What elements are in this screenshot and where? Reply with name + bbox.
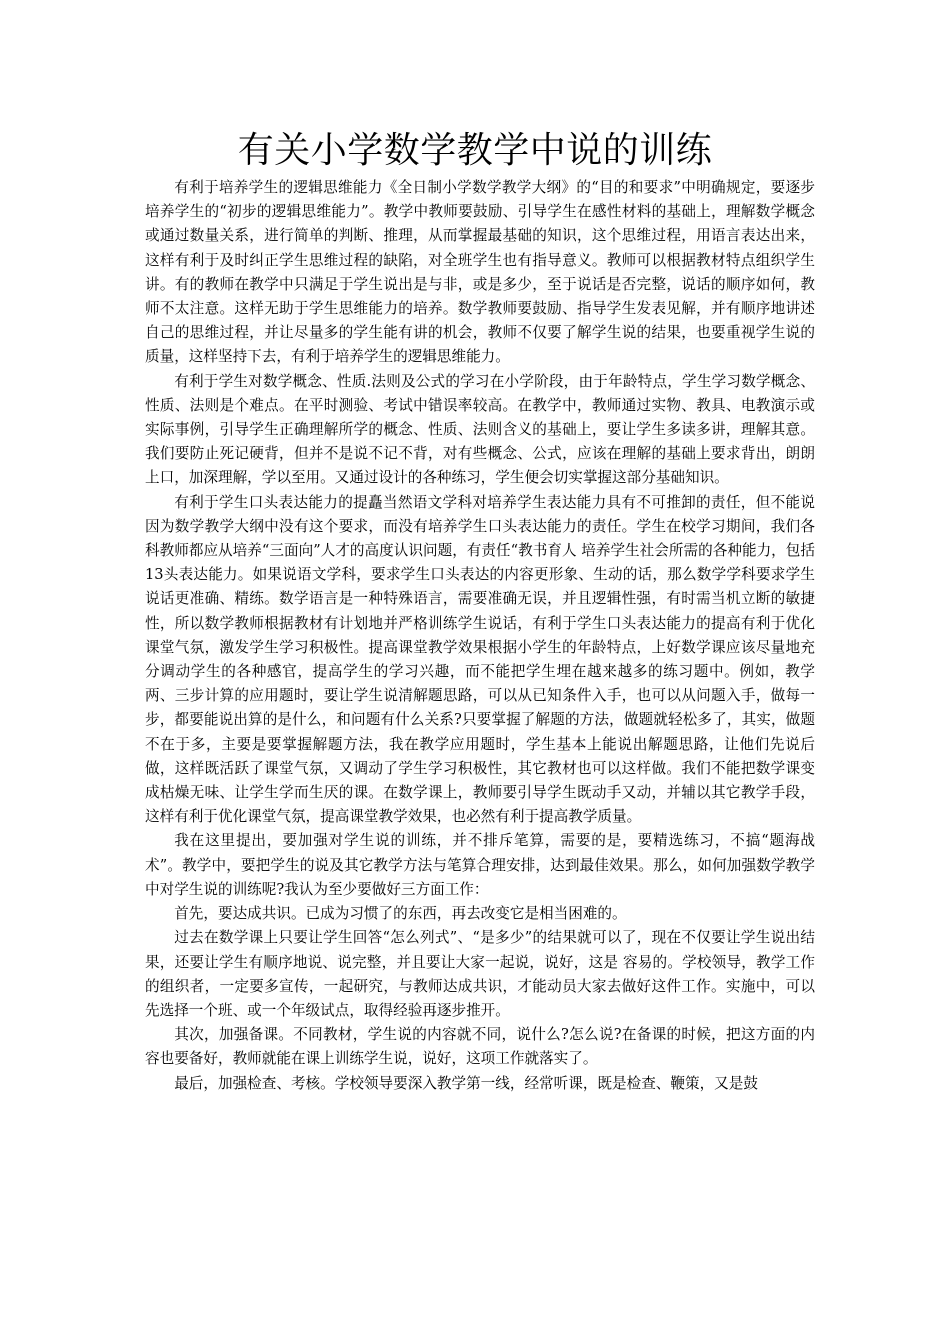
paragraph: 有利于培养学生的逻辑思维能力《全日制小学数学教学大纲》的“目的和要求”中明确规定，要逐步培养学生的“初步的逻辑思维能力”。教学中教师要鼓励、引导学生在感性材料的基础上，理解数学概念或通过数量关系，进行简单的判断、推理，从而掌握最基础的知识，这个思维过程，用语言表达出来，这样有利于及时纠正学生思维过程的缺陷，对全班学生也有指导意义。教师可以根据教材特点组织学生讲。有的教师在教学中只满足于学生说出是与非，或是多少，至于说话是否完整，说话的顺序如何，教师不太注意。这样无助于学生思维能力的培养。数学教师要鼓励、指导学生发表见解，并有顺序地讲述自己的思维过程，并让尽量多的学生能有讲的机会，教师不仅要了解学生说的结果，也要重视学生说的质量，这样坚持下去，有利于培养学生的逻辑思维能力。 (145, 179, 815, 366)
paragraph: 其次，加强备课。不同教材，学生说的内容就不同，说什么?怎么说?在备课的时候，把这方面的内容也要备好，教师就能在课上训练学生说，说好，这项工作就落实了。 (145, 1026, 815, 1068)
paragraph: 首先，要达成共识。已成为习惯了的东西，再去改变它是相当困难的。 (174, 905, 627, 923)
paragraph: 我在这里提出，要加强对学生说的训练，并不排斥笔算，需要的是，要精选练习，不搞“题海战术”。教学中，要把学生的说及其它教学方法与笔算合理安排，达到最佳效果。那么，如何加强数学教学中对学生说的训练呢?我认为至少要做好三方面工作： (145, 832, 815, 898)
paragraph: 有利于学生口头表达能力的提矗当然语文学科对培养学生表达能力具有不可推卸的责任，但不能说因为数学教学大纲中没有这个要求，而没有培养学生口头表达能力的责任。学生在校学习期间，我们各科教师都应从培养“三面向”人才的高度认识问题，有责任“教书育人 培养学生社会所需的各种能力，包括13头表达能力。如果说语文学科，要求学生口头表达的内容更形象、生动的话，那么数学学科要求学生说话更准确、精练。数学语言是一种特殊语言，需要准确无误，并且逻辑性强，有时需当机立断的敏捷性，所以数学教师根据教材有计划地并严格训练学生说话，有利于学生口头表达能力的提高有利于优化课堂气氛，激发学生学习积极性。提高课堂教学效果根据小学生的年龄特点，上好数学课应该尽量地充分调动学生的各种感官，提高学生的学习兴趣，而不能把学生埋在越来越多的练习题中。例如，教学两、三步计算的应用题时，要让学生说清解题思路，可以从已知条件入手，也可以从问题入手，做每一步，都要能说出算的是什么，和问题有什么关系?只要掌握了解题的方法，做题就轻松多了，其实，做题不在于多，主要是要掌握解题方法，我在教学应用题时，学生基本上能说出解题思路，让他们先说后做，这样既活跃了课堂气氛，又调动了学生学习积极性，其它教材也可以这样做。我们不能把数学课变成枯燥无味、让学生学而生厌的课。在数学课上，教师要引导学生既动手又动，并辅以其它教学手段，这样有利于优化课堂气氛，提高课堂教学效果，也必然有利于提高教学质量。 (145, 493, 815, 826)
document-title: 有关小学数学教学中说的训练 (237, 130, 713, 171)
paragraph: 有利于学生对数学概念、性质.法则及公式的学习在小学阶段，由于年龄特点，学生学习数学概念、性质、法则是个难点。在平时测验、考试中错误率较高。在教学中，教师通过实物、教具、电教演示或实际事例，引导学生正确理解所学的概念、性质、法则含义的基础上，要让学生多读多讲，理解其意。我们要防止死记硬背，但并不是说不记不背，对有些概念、公式，应该在理解的基础上要求背出，朗朗上口，加深理解，学以至用。又通过设计的各种练习，学生便会切实掌握这部分基础知识。 (145, 372, 815, 487)
paragraph: 最后，加强检查、考核。学校领导要深入教学第一线，经常听课，既是检查、鞭策，又是鼓 (174, 1074, 758, 1092)
paragraph: 过去在数学课上只要让学生回答“怎么列式”、“是多少”的结果就可以了，现在不仅要让学生说出结果，还要让学生有顺序地说、说完整，并且要让大家一起说，说好，这是 容易的。学校领导，教学工作的组织者，一定要多宣传，一起研究，与教师达成共识，才能动员大家去做好这件工作。实施中，可以先选择一个班、或一个年级试点，取得经验再逐步推开。 (145, 929, 815, 1019)
document-body (145, 176, 815, 1096)
